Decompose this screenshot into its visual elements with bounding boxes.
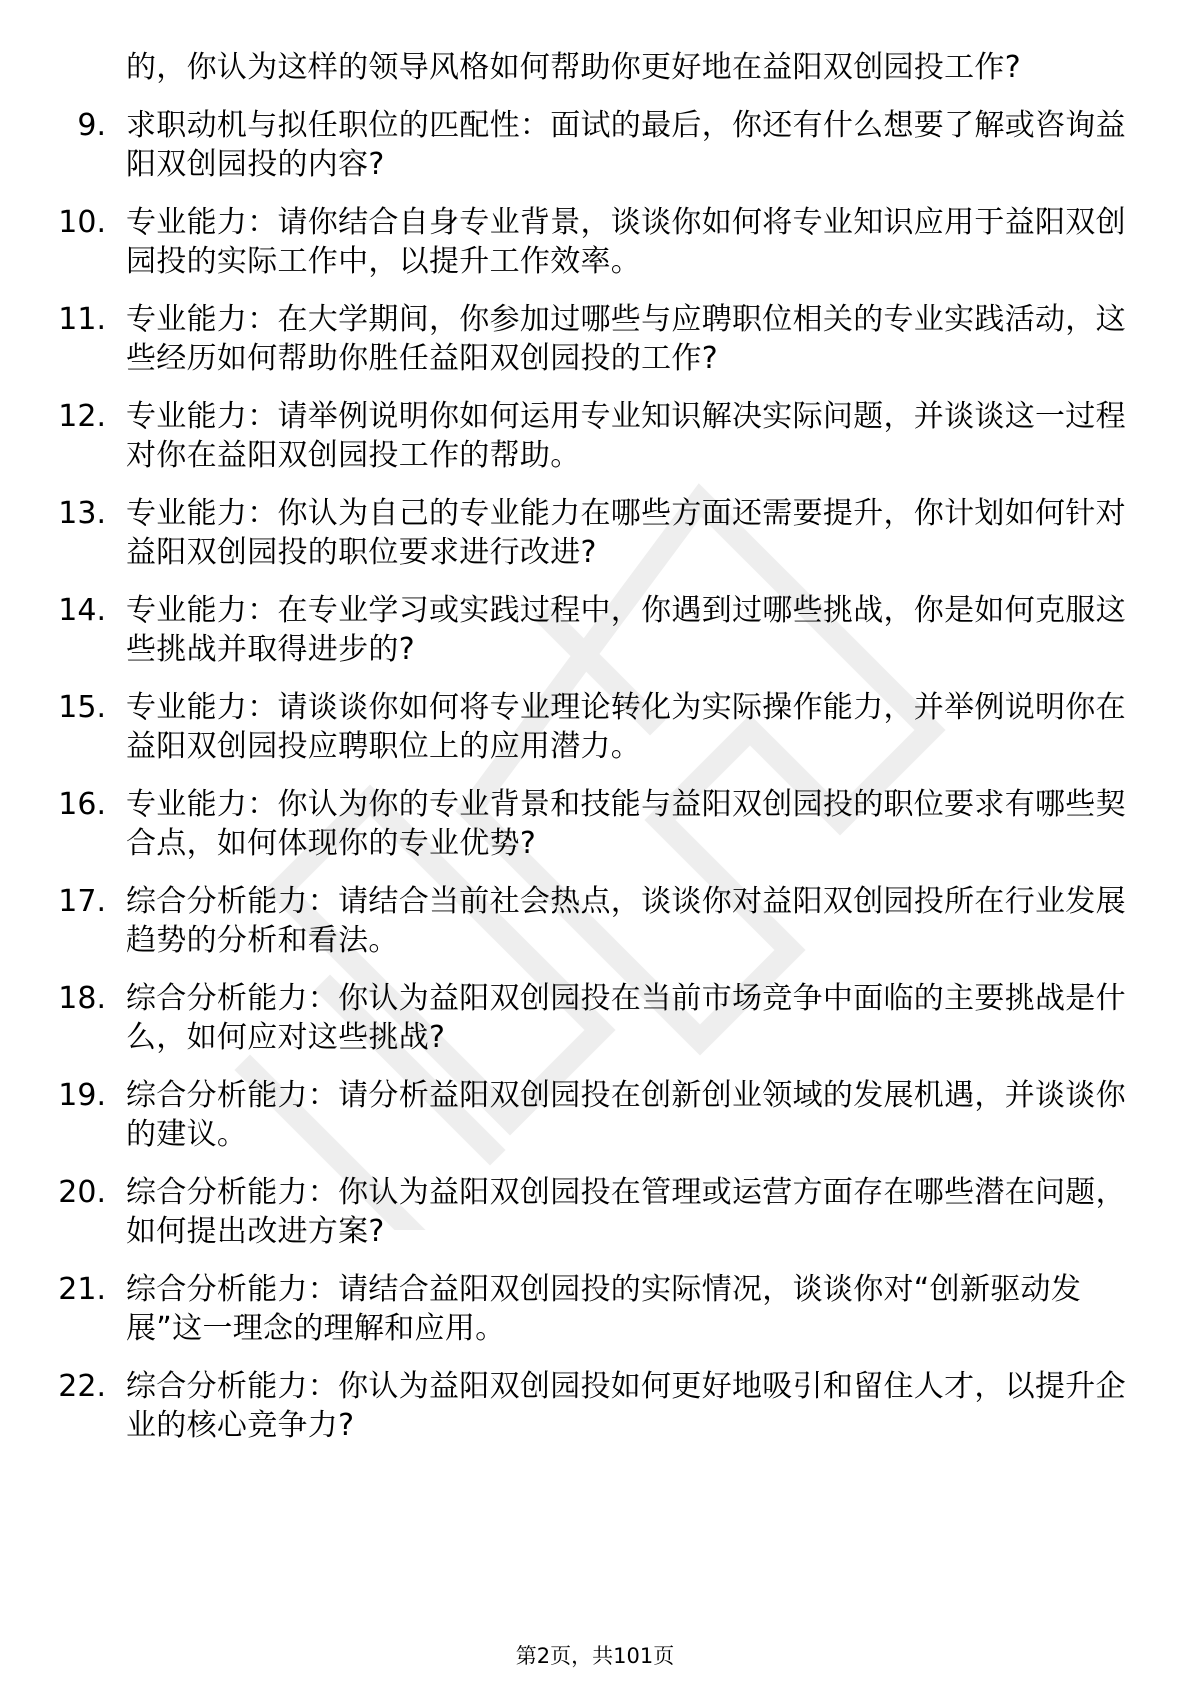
item-text: 求职动机与拟任职位的匹配性：面试的最后，你还有什么想要了解或咨询益阳双创园投的内容? [126, 108, 1126, 182]
item-number: 20. [58, 1175, 106, 1210]
item-text: 专业能力：请你结合自身专业背景，谈谈你如何将专业知识应用于益阳双创园投的实际工作中，以提升工作效率。 [126, 205, 1126, 279]
item-text: 综合分析能力：你认为益阳双创园投在当前市场竞争中面临的主要挑战是什么，如何应对这些挑战? [126, 981, 1126, 1055]
item-number: 17. [58, 884, 106, 919]
list-item [0, 203, 1190, 281]
list-item [0, 785, 1190, 863]
item-number: 14. [58, 593, 106, 628]
list-item [0, 300, 1190, 378]
list-item [0, 688, 1190, 766]
list-item [0, 882, 1190, 960]
item-number: 22. [58, 1369, 106, 1404]
list-item [0, 591, 1190, 669]
item-number: 13. [58, 496, 106, 531]
item-number: 12. [58, 399, 106, 434]
item-number: 9. [77, 108, 106, 143]
page-footer [0, 1643, 1190, 1669]
item-text: 专业能力：你认为你的专业背景和技能与益阳双创园投的职位要求有哪些契合点，如何体现你的专业优势? [126, 787, 1126, 861]
item-text: 专业能力：在专业学习或实践过程中，你遇到过哪些挑战，你是如何克服这些挑战并取得进步的? [126, 593, 1126, 667]
question-list [0, 48, 1190, 1464]
item-text: 综合分析能力：请结合当前社会热点，谈谈你对益阳双创园投所在行业发展趋势的分析和看法。 [126, 884, 1126, 958]
item-text: 专业能力：请谈谈你如何将专业理论转化为实际操作能力，并举例说明你在益阳双创园投应聘职位上的应用潜力。 [126, 690, 1126, 764]
page-number-label: 第2页，共101页 [515, 1644, 675, 1668]
item-number: 16. [58, 787, 106, 822]
list-item [0, 1076, 1190, 1154]
list-item [0, 1367, 1190, 1445]
item-text: 综合分析能力：请分析益阳双创园投在创新创业领域的发展机遇，并谈谈你的建议。 [126, 1078, 1126, 1152]
list-item [0, 979, 1190, 1057]
item-text: 的，你认为这样的领导风格如何帮助你更好地在益阳双创园投工作? [126, 50, 1021, 85]
item-number: 21. [58, 1272, 106, 1307]
list-item [0, 106, 1190, 184]
item-text: 综合分析能力：你认为益阳双创园投在管理或运营方面存在哪些潜在问题，如何提出改进方案? [126, 1175, 1126, 1249]
item-number: 15. [58, 690, 106, 725]
item-text: 综合分析能力：请结合益阳双创园投的实际情况，谈谈你对“创新驱动发展”这一理念的理解和应用。 [126, 1272, 1082, 1346]
list-item [0, 397, 1190, 475]
item-text: 专业能力：在大学期间，你参加过哪些与应聘职位相关的专业实践活动，这些经历如何帮助你胜任益阳双创园投的工作? [126, 302, 1126, 376]
item-text: 专业能力：你认为自己的专业能力在哪些方面还需要提升，你计划如何针对益阳双创园投的职位要求进行改进? [126, 496, 1126, 570]
item-text: 综合分析能力：你认为益阳双创园投如何更好地吸引和留住人才，以提升企业的核心竞争力? [126, 1369, 1126, 1443]
item-text: 专业能力：请举例说明你如何运用专业知识解决实际问题，并谈谈这一过程对你在益阳双创园投工作的帮助。 [126, 399, 1126, 473]
list-item [0, 48, 1190, 87]
list-item [0, 494, 1190, 572]
list-item [0, 1173, 1190, 1251]
item-number: 19. [58, 1078, 106, 1113]
item-number: 11. [58, 302, 106, 337]
item-number: 18. [58, 981, 106, 1016]
list-item [0, 1270, 1190, 1348]
item-number: 10. [58, 205, 106, 240]
